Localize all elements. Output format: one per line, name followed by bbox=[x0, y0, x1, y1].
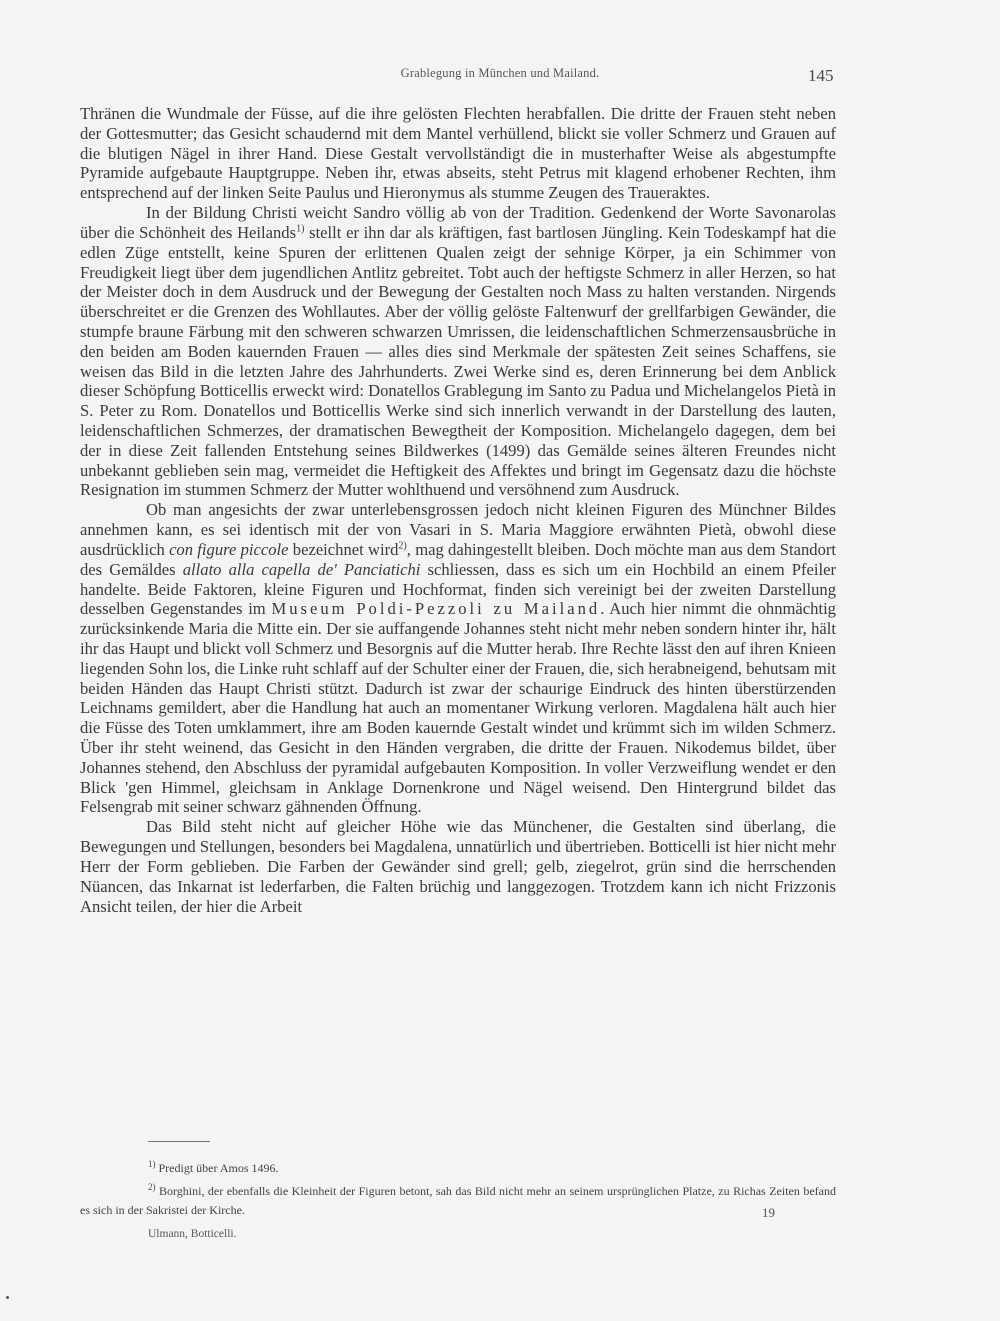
page-number: 145 bbox=[808, 66, 834, 85]
running-head: Grablegung in München und Mailand. bbox=[400, 66, 600, 80]
footnote-2-text: Borghini, der ebenfalls die Kleinheit der Figuren betont, sah das Bild nicht mehr an seinem ursprünglichen Platze, zu Richas Zeiten befand es sich in der Sakristei der Kirche. bbox=[80, 1184, 836, 1217]
footnote-divider bbox=[148, 1141, 210, 1142]
spaced-emphasis: Museum Poldi-Pezzoli zu Mailand bbox=[271, 599, 601, 619]
paragraph-2-text-b: stellt er ihn dar als kräftigen, fast bartlosen Jüngling. Kein Todeskampf hat die edlen Züge entstellt, keine Spuren der erlittenen Qualen zeigt der sehnige Körper, ja ein Schimmer von Freudigkeit liegt über dem jugendlichen Antlitz gebreitet. Tobt auch der heftigste Schmerz in aller Herzen, so hat der Meister doch in dem Ausdruck und der Bewegung der Gestalten noch Mass zu halten verstanden. Nirgends überschreitet er die Grenzen des Wohllautes. Aber der völlig gelöste Faltenwurf der grellfarbigen Gewänder, die stumpfe braune Färbung mit den schweren schwarzen Umrissen, die leidenschaftlichen Schmerzensausbrüche in den beiden am Boden kauernden Frauen — alles dies sind Merkmale der spätesten Zeit seines Schaffens, sie weisen das Bild in die letzten Jahre des Jahrhunderts. Zwei Werke sind es, deren Erinnerung bei dem Anblick dieser Schöpfung Botticellis erweckt wird: Donatellos Grablegung im Santo zu Padua und Michelangelos Pietà in S. Peter zu Rom. Donatellos und Botticellis Werke sind sich innerlich verwandt in der Darstellung des lauten, leidenschaftlichen Schmerzes, der dramatischen Bewegtheit der Komposition. Michelangelo dagegen, dem bei der in diese Zeit fallenden Entstehung seines Bildwerkes (1499) das Gemälde seines älteren Freundes nicht unbekannt geblieben sein mag, vermeidet die Heftigkeit des Affektes und bringt im Gegensatz dazu die höchste Resignation im stummen Schmerz der Mutter wohlthuend und versöhnend zum Ausdruck. bbox=[80, 222, 836, 500]
footnote-1 bbox=[80, 1155, 836, 1178]
paragraph-4: Das Bild steht nicht auf gleicher Höhe wie das Münchener, die Gestalten sind überlang, die Bewegungen und Stellungen, besonders bei Magdalena, unnatürlich und übertrieben. Botticelli ist hier nicht mehr Herr der Form geblieben. Die Farben der Gewänder sind grell; gelb, ziegelrot, grün sind die herrschenden Nüancen, das Inkarnat ist lederfarben, die Falten brüchig und langgezogen. Trotzdem kann ich nicht Frizzonis Ansicht teilen, der hier die Arbeit bbox=[80, 817, 836, 916]
paragraph-3-text-e: . Auch hier nimmt die ohnmächtig zurücksinkende Maria die Mitte ein. Der sie auffangende Johannes steht nicht mehr neben sondern hinter ihr, hält ihr das Haupt und blickt voll Schmerz und Besorgnis auf die Mutter herab. Ihre Rechte lässt den auf ihren Knieen liegenden Sohn los, die Linke ruht schlaff auf der Schulter einer der Frauen, die, sich herabneigend, behutsam mit beiden Händen das Haupt Christi stützt. Dadurch ist zwar der schaurige Eindruck des hinten überstürzenden Leichnams gemildert, aber die Handlung hat auch an momentaner Wirkung verloren. Magdalena hält auch hier die Füsse des Toten umklammert, ihre am Boden kauernde Gestalt windet und krümmt sich im wilden Schmerz. Über ihr steht weinend, das Gesicht in den Händen vergraben, die dritte der Frauen. Nikodemus bildet, über Johannes stehend, den Abschluss der pyramidal aufgebauten Komposition. In voller Verzweiflung wendet er den Blick 'gen Himmel, gleichsam in Anklage Dornenkrone und Nägel weisend. Den Hintergrund bildet das Felsengrab mit seiner schwarz gähnenden Öffnung. bbox=[80, 599, 836, 817]
paragraph-1: Thränen die Wundmale der Füsse, auf die ihre gelösten Flechten herabfallen. Die dritte der Frauen steht neben der Gottesmutter; das Gesicht schaudernd mit dem Mantel verhüllend, blickt sie voller Schmerz und Grauen auf die blutigen Nägel in ihrer Hand. Diese Gestalt vervollständigt die in musterhafter Weise als abgestumpfte Pyramide aufgebaute Hauptgruppe. Neben ihr, etwas abseits, steht Petrus mit klagend erhobener Rechten, ihm entsprechend auf der linken Seite Paulus und Hieronymus als stumme Zeugen des Traueraktes. bbox=[80, 104, 836, 203]
footnote-1-text: Predigt über Amos 1496. bbox=[155, 1161, 279, 1175]
footnotes bbox=[80, 1155, 836, 1220]
printer-signature: Ulmann, Botticelli. bbox=[148, 1228, 237, 1240]
paragraph-3-text-a: Ob man angesichts der zwar unterlebensgrossen jedoch nicht kleinen Figuren des Münchner Bildes annehmen kann, es sei identisch mit der von Vasari in S. Maria Maggiore erwähnten Pietà, obwohl diese ausdrücklich bbox=[80, 500, 836, 559]
italic-quote-2: allato alla capella de' Panciatichi bbox=[182, 559, 421, 579]
paragraph-3-text-c: , mag dahingestellt bleiben. Doch möchte man aus dem Standort des Gemäldes bbox=[80, 539, 837, 579]
footnote-ref-2: 2) bbox=[398, 540, 407, 552]
paragraph-2 bbox=[80, 203, 836, 500]
paragraph-3-text-d: schliessen, dass es sich um ein Hochbild an einem Pfeiler handelte. Beide Faktoren, kleine Figuren und Hochformat, finden sich vereinigt bei der zweiten Darstellung desselben Gegenstandes im bbox=[80, 559, 836, 619]
paragraph-2-text-a: In der Bildung Christi weicht Sandro völlig ab von der Tradition. Gedenkend der Worte Savonarolas über die Schönheit des Heilands bbox=[80, 203, 836, 242]
paragraph-3 bbox=[80, 500, 836, 817]
footnote-1-mark: 1) bbox=[148, 1159, 156, 1169]
footnote-2-mark: 2) bbox=[148, 1182, 156, 1192]
paragraph-3-text-b: bezeichnet wird bbox=[288, 539, 399, 559]
italic-quote-1: con figure piccole bbox=[169, 539, 289, 559]
footnote-ref-1: 1) bbox=[296, 223, 305, 235]
edge-mark bbox=[6, 1296, 9, 1299]
sheet-signature: 19 bbox=[762, 1205, 775, 1220]
body-text bbox=[80, 104, 836, 916]
footnote-2 bbox=[80, 1178, 836, 1220]
